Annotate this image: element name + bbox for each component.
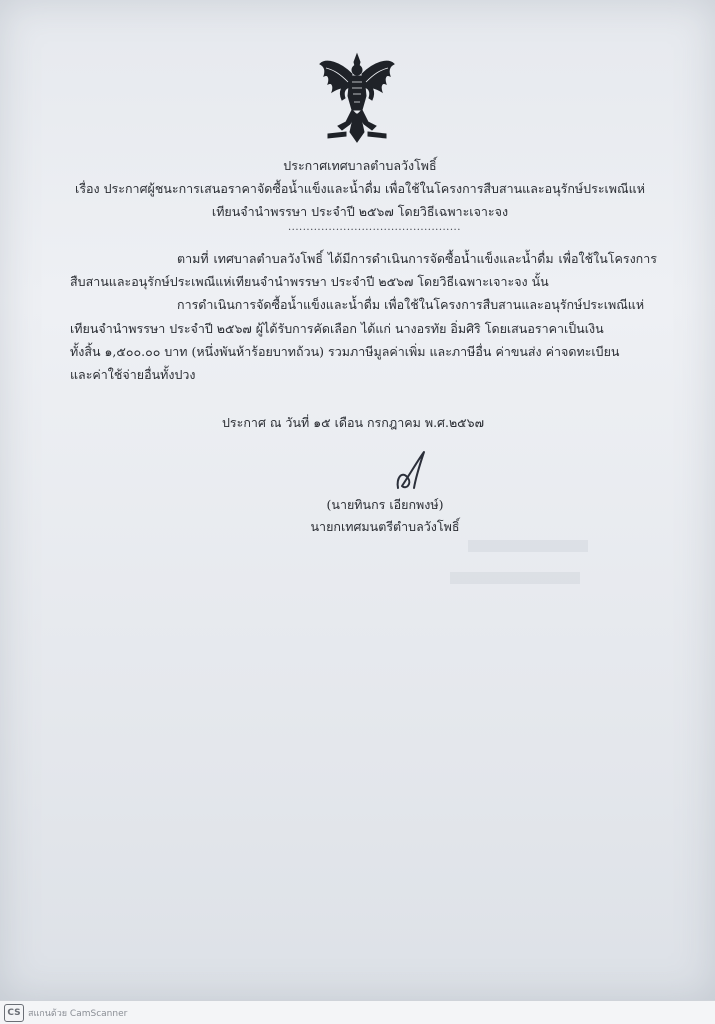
subject-line-continued: เทียนจำนำพรรษา ประจำปี ๒๕๖๗ โดยวิธีเฉพาะเจาะจง [211, 204, 509, 219]
signer-name: (นายทินกร เอียกพงษ์) [326, 497, 444, 512]
body-paragraph-line: และค่าใช้จ่ายอื่นทั้งปวง [70, 367, 196, 382]
camscanner-logo-icon: CS [4, 1004, 24, 1022]
signature-icon [388, 448, 432, 494]
scanner-watermark-text: สแกนด้วย CamScanner [28, 1009, 128, 1019]
bleed-through-mark [468, 540, 588, 552]
body-paragraph-line: ตามที่ เทศบาลตำบลวังโพธิ์ ได้มีการดำเนินการจัดซื้อน้ำแข็งและน้ำดื่ม เพื่อใช้ในโครงการ [177, 251, 657, 266]
separator-line: ............................................... [288, 222, 461, 233]
document-title: ประกาศเทศบาลตำบลวังโพธิ์ [283, 158, 437, 173]
body-paragraph-line: สืบสานและอนุรักษ์ประเพณีแห่เทียนจำนำพรรษา ประจำปี ๒๕๖๗ โดยวิธีเฉพาะเจาะจง นั้น [70, 274, 549, 289]
announcement-date: ประกาศ ณ วันที่ ๑๕ เดือน กรกฎาคม พ.ศ.๒๕๖๗ [222, 415, 484, 430]
signer-position: นายกเทศมนตรีตำบลวังโพธิ์ [310, 519, 460, 534]
body-paragraph-line: การดำเนินการจัดซื้อน้ำแข็งและน้ำดื่ม เพื่อใช้ในโครงการสืบสานและอนุรักษ์ประเพณีแห่ [177, 297, 645, 312]
subject-line: เรื่อง ประกาศผู้ชนะการเสนอราคาจัดซื้อน้ำแข็งและน้ำดื่ม เพื่อใช้ในโครงการสืบสานและอนุรักษ์ประเพณีแห่ [75, 181, 645, 196]
body-paragraph-line: ทั้งสิ้น ๑,๕๐๐.๐๐ บาท (หนึ่งพันห้าร้อยบาทถ้วน) รวมภาษีมูลค่าเพิ่ม และภาษีอื่น ค่าขนส่ง ค่าจดทะเบียน [70, 344, 620, 359]
body-paragraph-line: เทียนจำนำพรรษา ประจำปี ๒๕๖๗ ผู้ได้รับการคัดเลือก ได้แก่ นางอรทัย อิ่มศิริ โดยเสนอราคาเป็นเงิน [70, 321, 604, 336]
scanner-footer [0, 1000, 715, 1024]
garuda-emblem-icon [316, 52, 398, 144]
bleed-through-mark [450, 572, 580, 584]
